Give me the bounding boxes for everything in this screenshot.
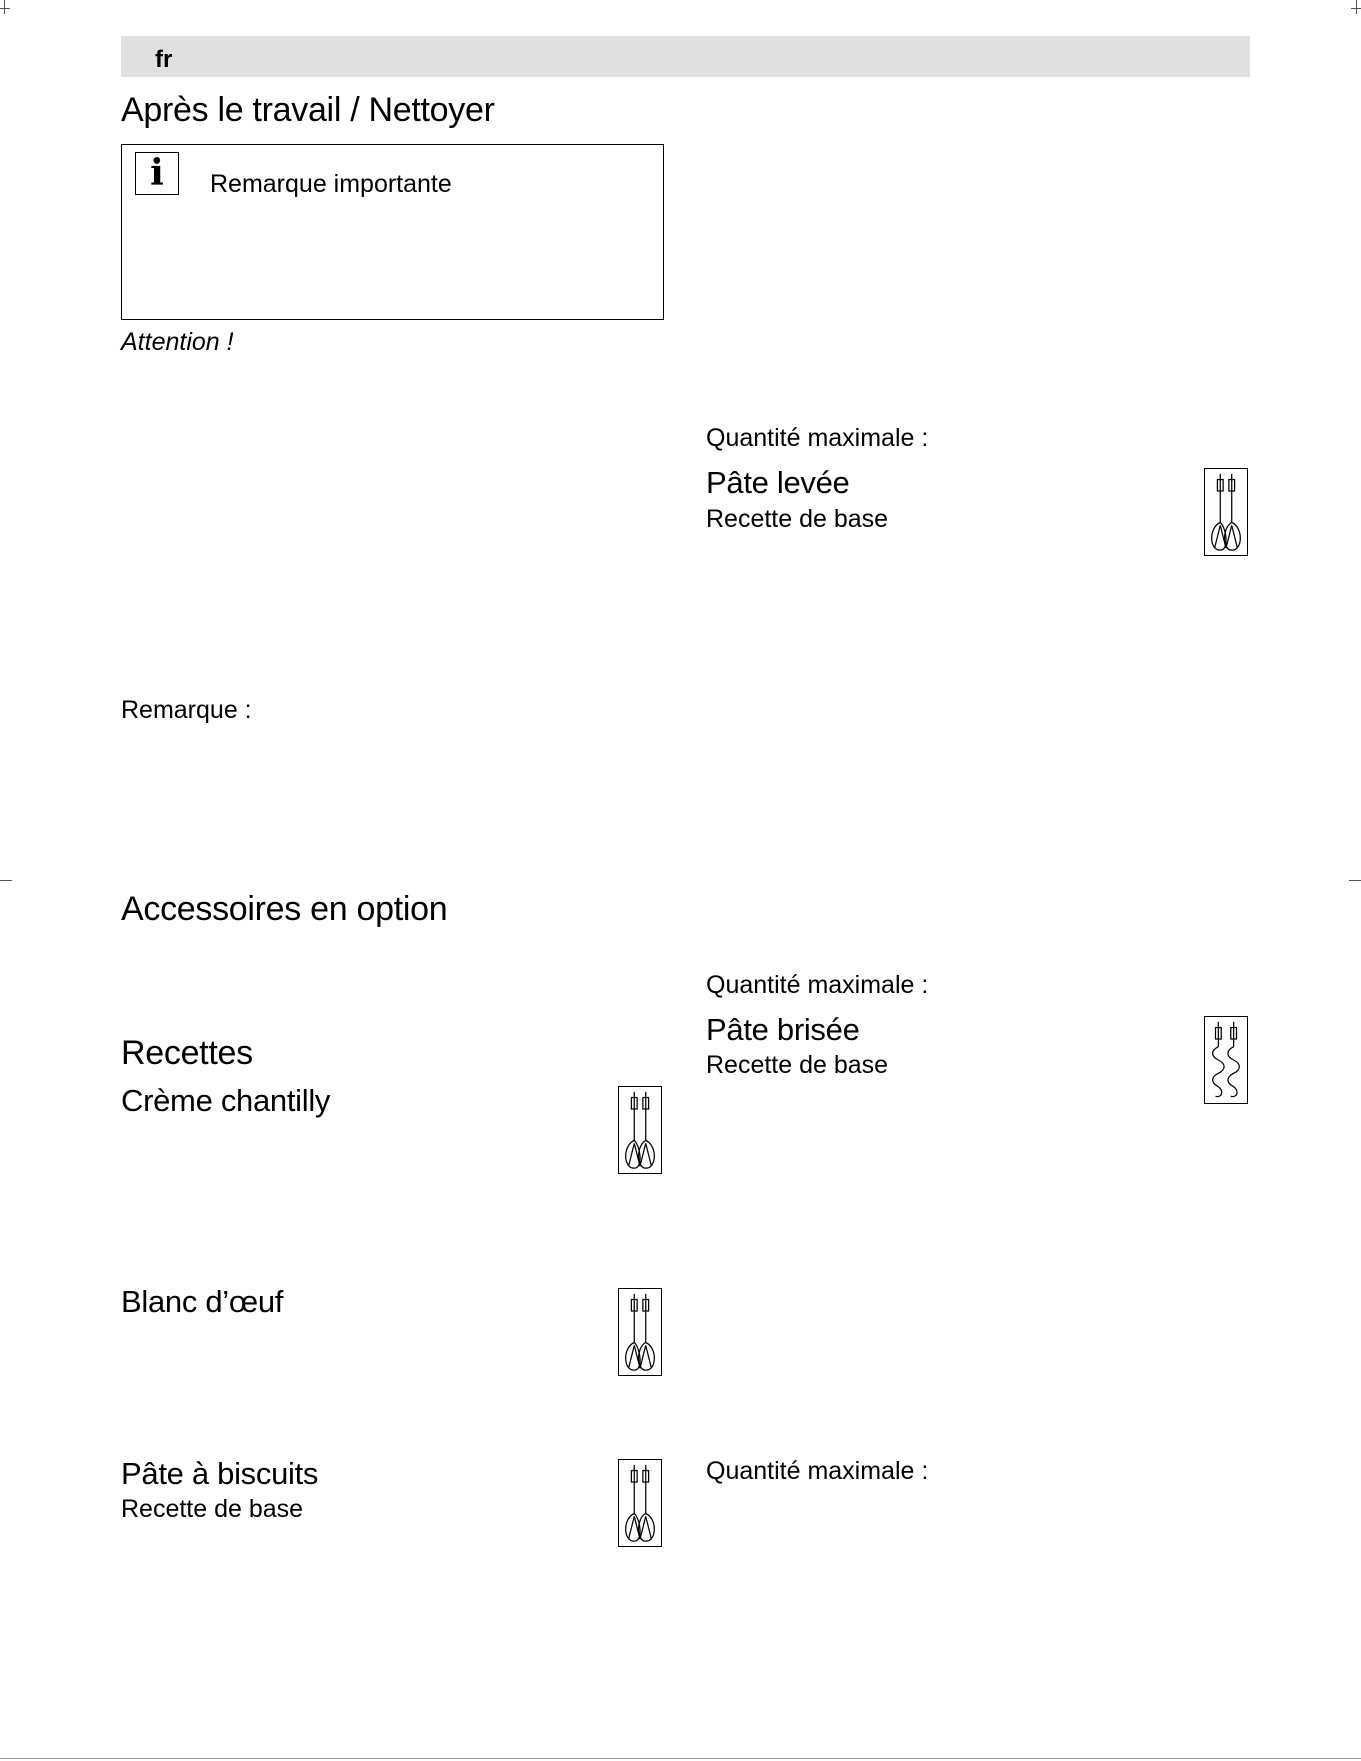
language-code: fr xyxy=(155,46,173,73)
note-box-title: Remarque importante xyxy=(210,170,452,198)
remark-label: Remarque : xyxy=(121,696,252,724)
recipe-subtitle-sponge-dough: Recette de base xyxy=(121,1495,304,1523)
section-title-accessories: Accessoires en option xyxy=(121,890,448,928)
recipe-subtitle-shortcrust: Recette de base xyxy=(706,1051,889,1079)
whisk-icon-graphic xyxy=(1205,469,1247,555)
section-title-recipes: Recettes xyxy=(121,1034,253,1072)
attention-label: Attention ! xyxy=(121,328,234,356)
crop-mark-top-left xyxy=(0,8,10,9)
recipe-subtitle-yeast-dough: Recette de base xyxy=(706,505,889,533)
crop-mark-mid-left xyxy=(0,880,12,881)
quantity-label-yeast-dough: Quantité maximale : xyxy=(706,424,929,452)
language-header-bar xyxy=(121,36,1250,77)
whisk-icon-graphic xyxy=(619,1460,661,1546)
whisk-icon xyxy=(1204,468,1248,556)
quantity-label-sponge-dough: Quantité maximale : xyxy=(706,1457,929,1485)
crop-mark-bottom-line xyxy=(0,1758,1361,1759)
recipe-title-whipped-cream: Crème chantilly xyxy=(121,1083,331,1118)
recipe-title-egg-white: Blanc d’œuf xyxy=(121,1284,284,1319)
dough-hook-icon-graphic xyxy=(1205,1017,1247,1103)
dough-hook-icon xyxy=(1204,1016,1248,1104)
recipe-title-sponge-dough: Pâte à biscuits xyxy=(121,1456,319,1491)
whisk-icon-graphic xyxy=(619,1289,661,1375)
important-note-box xyxy=(121,144,664,320)
recipe-title-shortcrust: Pâte brisée xyxy=(706,1012,860,1047)
whisk-icon xyxy=(618,1459,662,1547)
whisk-icon xyxy=(618,1086,662,1174)
crop-mark-top-right-v xyxy=(1356,0,1357,14)
quantity-label-shortcrust: Quantité maximale : xyxy=(706,971,929,999)
whisk-icon xyxy=(618,1288,662,1376)
section-title-cleaning: Après le travail / Nettoyer xyxy=(121,91,495,129)
crop-mark-top-left-v xyxy=(4,0,5,14)
crop-mark-mid-right xyxy=(1349,880,1361,881)
info-icon: i xyxy=(135,152,179,195)
recipe-title-yeast-dough: Pâte levée xyxy=(706,465,850,500)
whisk-icon-graphic xyxy=(619,1087,661,1173)
